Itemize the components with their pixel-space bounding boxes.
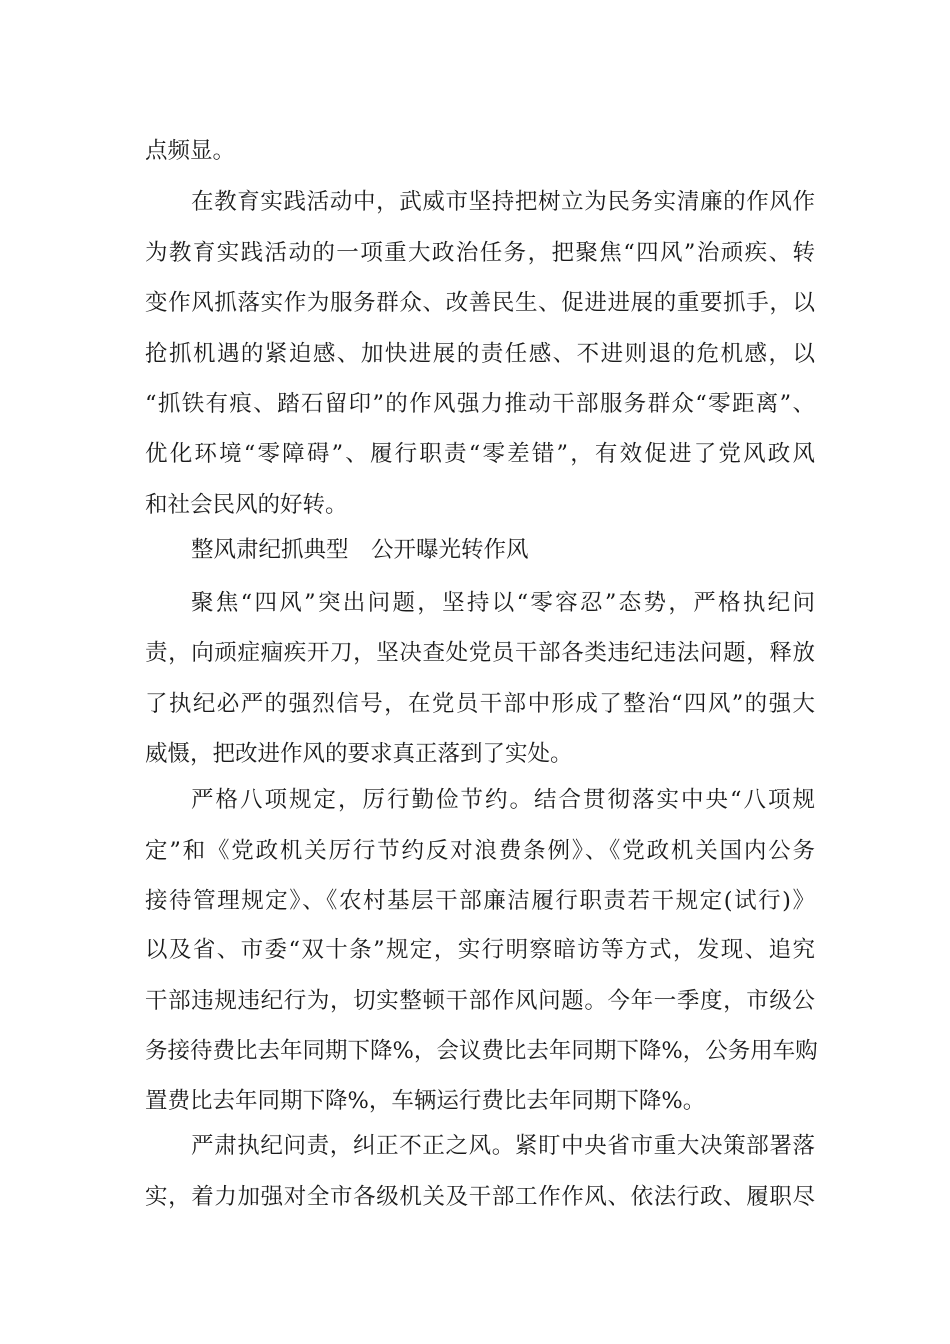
paragraph-line: 点频显。	[145, 138, 236, 164]
paragraph-line: 务接待费比去年同期下降%，会议费比去年同期下降%，公务用车购	[145, 1038, 818, 1064]
paragraph-line: 聚焦“四风”突出问题，坚持以“零容忍”态势，严格执纪问	[191, 590, 815, 616]
paragraph-line: 和社会民风的好转。	[145, 492, 348, 518]
paragraph-line: 干部违规违纪行为，切实整顿干部作风问题。今年一季度，市级公	[145, 988, 815, 1014]
paragraph-line: 责，向顽症痼疾开刀，坚决查处党员干部各类违纪违法问题，释放	[145, 640, 815, 666]
paragraph-line: 严格八项规定，厉行勤俭节约。结合贯彻落实中央“八项规	[191, 787, 815, 813]
paragraph-line: 了执纪必严的强烈信号，在党员干部中形成了整治“四风”的强大	[145, 691, 815, 717]
paragraph-line: 严肃执纪问责，纠正不正之风。紧盯中央省市重大决策部署落	[191, 1133, 815, 1159]
paragraph-line: 以及省、市委“双十条”规定，实行明察暗访等方式，发现、追究	[145, 937, 815, 963]
paragraph-line: 变作风抓落实作为服务群众、改善民生、促进进展的重要抓手，以	[145, 290, 815, 316]
section-heading: 整风肃纪抓典型 公开曝光转作风	[191, 537, 529, 563]
paragraph-line: 优化环境“零障碍”、履行职责“零差错”，有效促进了党风政风	[145, 441, 815, 467]
paragraph-line: 置费比去年同期下降%，车辆运行费比去年同期下降%。	[145, 1088, 706, 1114]
paragraph-line: 在教育实践活动中，武威市坚持把树立为民务实清廉的作风作	[191, 189, 815, 215]
paragraph-line: 为教育实践活动的一项重大政治任务，把聚焦“四风”治顽疾、转	[145, 240, 815, 266]
paragraph-line: 威慑，把改进作风的要求真正落到了实处。	[145, 741, 573, 767]
paragraph-line: 抢抓机遇的紧迫感、加快进展的责任感、不进则退的危机感，以	[145, 341, 815, 367]
paragraph-line: “抓铁有痕、踏石留印”的作风强力推动干部服务群众“零距离”、	[145, 391, 815, 417]
paragraph-line: 实，着力加强对全市各级机关及干部工作作风、依法行政、履职尽	[145, 1184, 815, 1210]
paragraph-line: 定”和《党政机关厉行节约反对浪费条例》、《党政机关国内公务	[145, 838, 815, 864]
paragraph-line: 接待管理规定》、《农村基层干部廉洁履行职责若干规定(试行)》	[145, 888, 815, 914]
